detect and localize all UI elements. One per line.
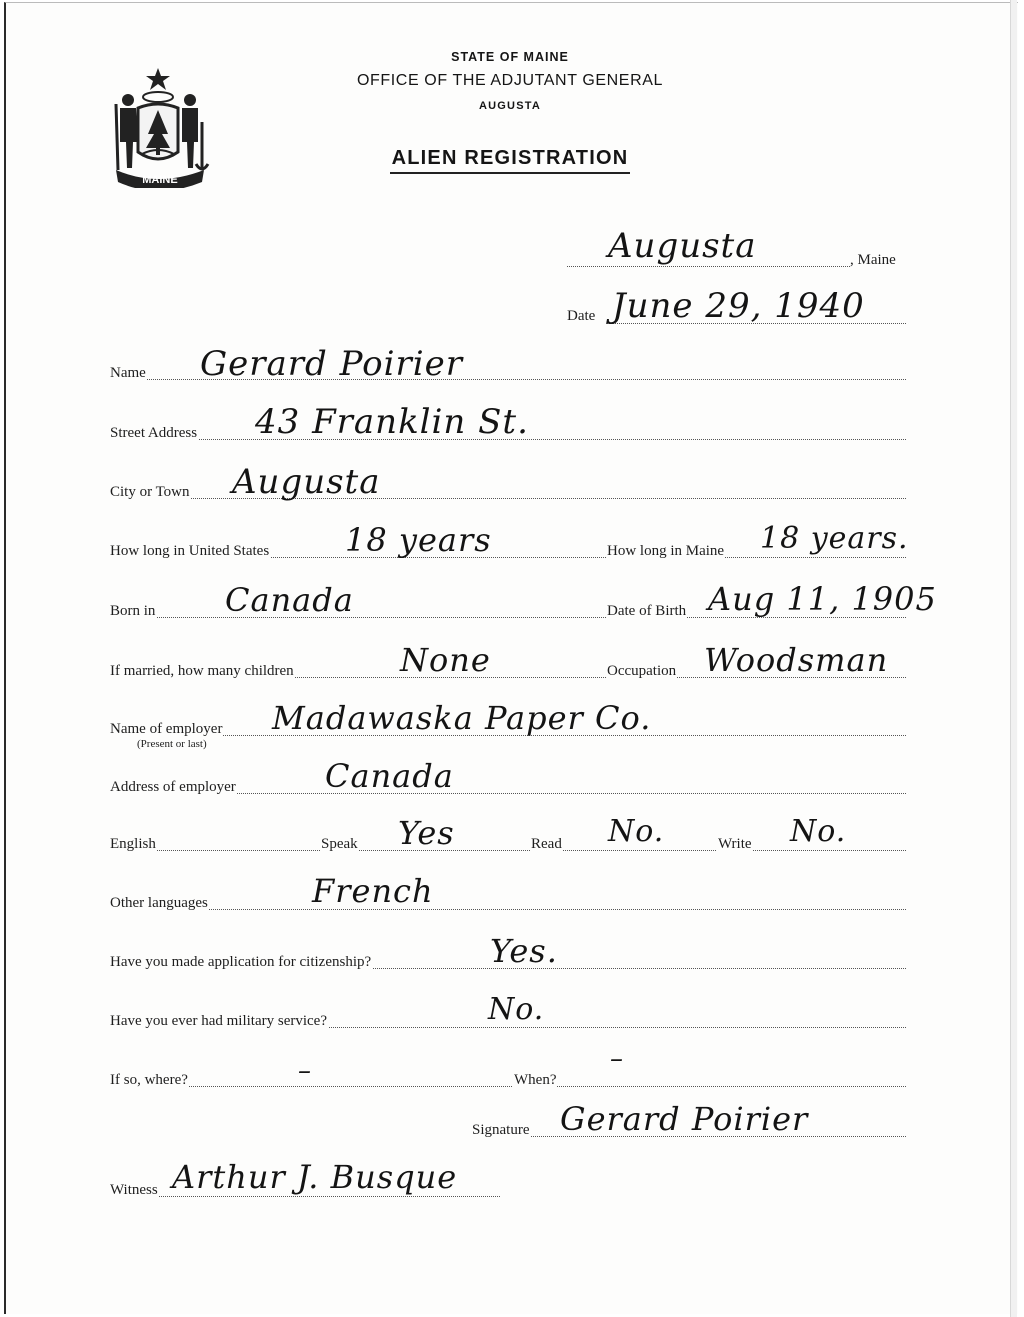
- street-label: Street Address: [110, 425, 198, 441]
- state-seal-emblem: [108, 64, 220, 188]
- read-label: Read: [531, 836, 562, 852]
- how-long-maine-value: 18 years.: [760, 521, 909, 556]
- city-value: Augusta: [232, 462, 381, 502]
- born-in-label: Born in: [110, 603, 156, 619]
- occupation-value: Woodsman: [704, 641, 889, 679]
- when-value: –: [610, 1044, 624, 1074]
- employer-label: Name of employer: [110, 721, 223, 737]
- header-office: OFFICE OF THE ADJUTANT GENERAL: [356, 72, 664, 89]
- write-label: Write: [718, 836, 752, 852]
- witness-value: Arthur J. Busque: [172, 1158, 458, 1196]
- place-value: Augusta: [608, 226, 757, 266]
- citizenship-value: Yes.: [490, 932, 558, 970]
- witness-label: Witness: [110, 1182, 158, 1198]
- when-label: When?: [514, 1072, 557, 1088]
- date-of-birth-label: Date of Birth: [607, 603, 687, 619]
- occupation-label: Occupation: [607, 663, 677, 679]
- header-state: STATE OF MAINE: [451, 50, 569, 64]
- read-value: No.: [608, 814, 665, 849]
- born-in-value: Canada: [225, 581, 354, 619]
- name-value: Gerard Poirier: [200, 344, 463, 384]
- svg-text:MAINE: MAINE: [142, 174, 178, 186]
- speak-label: Speak: [321, 836, 358, 852]
- header-city: AUGUSTA: [479, 100, 541, 112]
- signature-label: Signature: [472, 1122, 530, 1138]
- military-value: No.: [488, 992, 545, 1027]
- children-value: None: [400, 641, 491, 679]
- how-long-us-value: 18 years: [345, 521, 492, 559]
- employer-address-label: Address of employer: [110, 779, 236, 795]
- date-of-birth-value: Aug 11, 1905: [708, 580, 937, 618]
- other-languages-label: Other languages: [110, 895, 208, 911]
- where-value: –: [298, 1056, 312, 1086]
- scan-edge: [1010, 0, 1017, 1317]
- other-languages-value: French: [312, 872, 434, 910]
- city-label: City or Town: [110, 484, 190, 500]
- write-value: No.: [790, 814, 847, 849]
- children-label: If married, how many children: [110, 663, 294, 679]
- other-languages-line: [110, 909, 906, 910]
- name-label: Name: [110, 365, 146, 381]
- speak-value: Yes: [398, 814, 455, 852]
- street-value: 43 Franklin St.: [255, 402, 529, 442]
- where-when-line: [110, 1086, 906, 1087]
- employer-note: (Present or last): [137, 738, 207, 750]
- employer-value: Madawaska Paper Co.: [272, 699, 652, 737]
- form-title: ALIEN REGISTRATION: [300, 147, 720, 170]
- how-long-maine-label: How long in Maine: [607, 543, 725, 559]
- english-label: English: [110, 836, 156, 852]
- date-label: Date: [567, 308, 596, 324]
- witness-line: [110, 1196, 500, 1197]
- how-long-us-label: How long in United States: [110, 543, 270, 559]
- military-label: Have you ever had military service?: [110, 1013, 327, 1029]
- citizenship-label: Have you made application for citizenship?: [110, 954, 372, 970]
- city-line: [110, 498, 906, 499]
- employer-address-value: Canada: [325, 757, 454, 795]
- maine-suffix-label: , Maine: [850, 252, 896, 268]
- english-line: [110, 850, 906, 851]
- place-line: [567, 266, 850, 267]
- date-value: June 29, 1940: [612, 286, 865, 326]
- where-label: If so, where?: [110, 1072, 188, 1088]
- signature-value: Gerard Poirier: [560, 1100, 809, 1138]
